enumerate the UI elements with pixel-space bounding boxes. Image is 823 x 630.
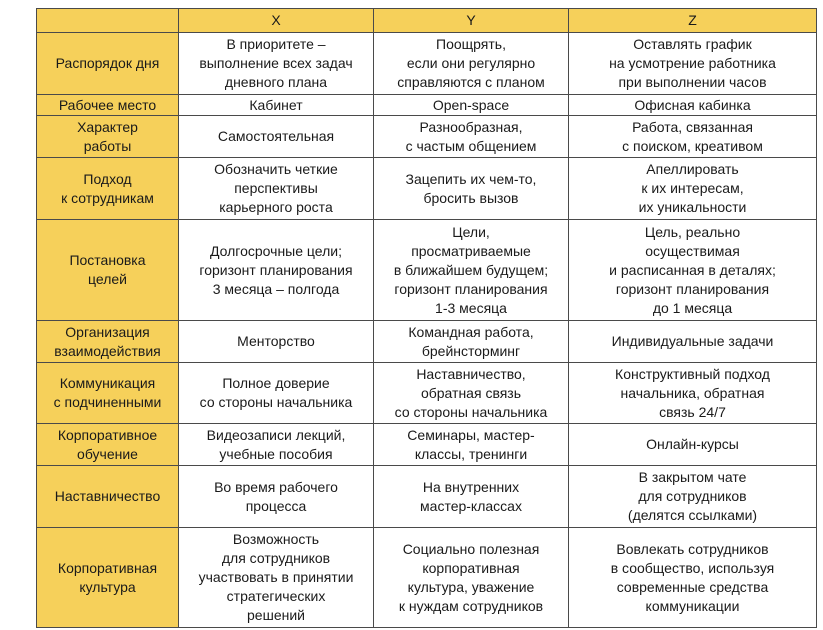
row-header: Характер работы — [37, 116, 179, 158]
row-header: Наставничество — [37, 466, 179, 528]
column-header-y: Y — [374, 9, 569, 33]
table-row — [37, 116, 817, 158]
row-header: Постановка целей — [37, 220, 179, 321]
row-header: Коммуникация с подчиненными — [37, 363, 179, 424]
cell-z: Конструктивный подход начальника, обратная связь 24/7 — [569, 363, 817, 424]
row-header: Организация взаимодействия — [37, 321, 179, 363]
cell-y: Семинары, мастер- классы, тренинги — [374, 424, 569, 466]
table-row — [37, 220, 817, 321]
cell-z: Вовлекать сотрудников в сообщество, используя современные средства коммуникации — [569, 528, 817, 628]
row-header: Корпоративная культура — [37, 528, 179, 628]
cell-y: Поощрять, если они регулярно справляются с планом — [374, 33, 569, 95]
table-row — [37, 528, 817, 628]
row-header: Распорядок дня — [37, 33, 179, 95]
cell-x: Полное доверие со стороны начальника — [179, 363, 374, 424]
cell-x: Во время рабочего процесса — [179, 466, 374, 528]
corner-header — [37, 9, 179, 33]
cell-y: Наставничество, обратная связь со стороны начальника — [374, 363, 569, 424]
cell-x: В приоритете – выполнение всех задач дневного плана — [179, 33, 374, 95]
cell-y: Командная работа, брейнсторминг — [374, 321, 569, 363]
cell-y: Open-space — [374, 95, 569, 116]
table-row — [37, 33, 817, 95]
cell-z: Индивидуальные задачи — [569, 321, 817, 363]
cell-z: Оставлять график на усмотрение работника при выполнении часов — [569, 33, 817, 95]
column-header-x: X — [179, 9, 374, 33]
table-row — [37, 466, 817, 528]
row-header: Корпоративное обучение — [37, 424, 179, 466]
cell-y: Разнообразная, с частым общением — [374, 116, 569, 158]
cell-y: Социально полезная корпоративная культура, уважение к нуждам сотрудников — [374, 528, 569, 628]
cell-z: Цель, реально осуществимая и расписанная в деталях; горизонт планирования до 1 месяца — [569, 220, 817, 321]
cell-y: Зацепить их чем-то, бросить вызов — [374, 158, 569, 220]
comparison-table — [36, 8, 817, 628]
cell-z: Офисная кабинка — [569, 95, 817, 116]
table-row — [37, 363, 817, 424]
row-header: Подход к сотрудникам — [37, 158, 179, 220]
cell-y: Цели, просматриваемые в ближайшем будущем; горизонт планирования 1-3 месяца — [374, 220, 569, 321]
cell-z: Апеллировать к их интересам, их уникальности — [569, 158, 817, 220]
cell-x: Самостоятельная — [179, 116, 374, 158]
header-row — [37, 9, 817, 33]
cell-x: Видеозаписи лекций, учебные пособия — [179, 424, 374, 466]
row-header: Рабочее место — [37, 95, 179, 116]
cell-x: Кабинет — [179, 95, 374, 116]
cell-x: Долгосрочные цели; горизонт планирования 3 месяца – полгода — [179, 220, 374, 321]
column-header-z: Z — [569, 9, 817, 33]
table-row — [37, 95, 817, 116]
cell-y: На внутренних мастер-классах — [374, 466, 569, 528]
table-row — [37, 424, 817, 466]
cell-z: Работа, связанная с поиском, креативом — [569, 116, 817, 158]
cell-x: Менторство — [179, 321, 374, 363]
table-row — [37, 158, 817, 220]
table-row — [37, 321, 817, 363]
cell-z: Онлайн-курсы — [569, 424, 817, 466]
cell-x: Возможность для сотрудников участвовать в принятии стратегических решений — [179, 528, 374, 628]
cell-x: Обозначить четкие перспективы карьерного роста — [179, 158, 374, 220]
cell-z: В закрытом чате для сотрудников (делятся ссылками) — [569, 466, 817, 528]
